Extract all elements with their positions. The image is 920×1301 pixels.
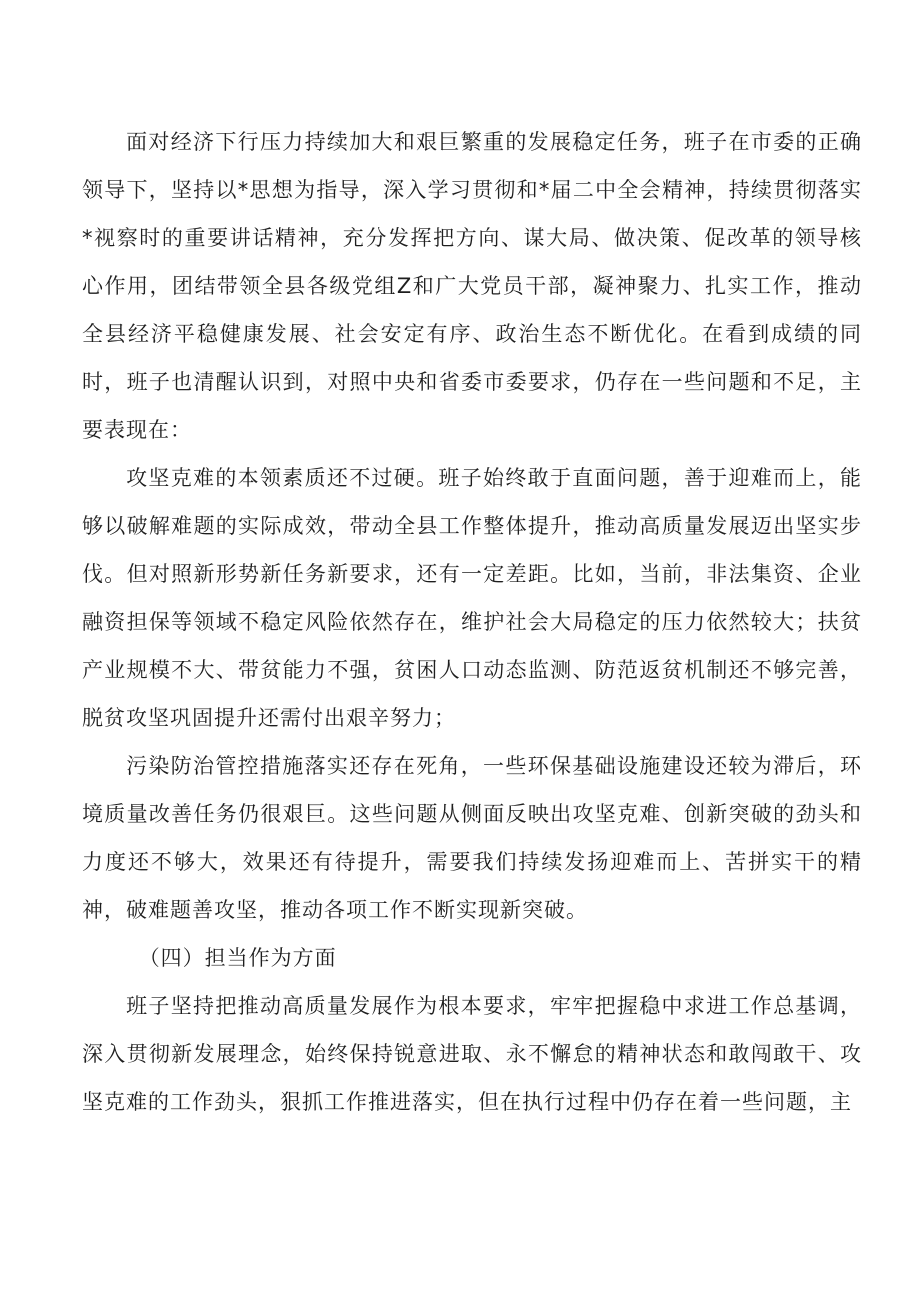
paragraph-tackling-difficulties: 攻坚克难的本领素质还不过硬。班子始终敢于直面问题，善于迎难而上，能够以破解难题的实际成效，带动全县工作整体提升，推动高质量发展迈出坚实步伐。但对照新形势新任务新要求，还有一定差距。比如，当前，非法集资、企业融资担保等领域不稳定风险依然存在，维护社会大局稳定的压力依然较大；扶贫产业规模不大、带贫能力不强，贫困人口动态监测、防范返贫机制还不够完善，脱贫攻坚巩固提升还需付出艰辛努力； [82, 466, 862, 730]
paragraph-pollution-control: 污染防治管控措施落实还存在死角，一些环保基础设施建设还较为滞后，环境质量改善任务仍很艰巨。这些问题从侧面反映出攻坚克难、创新突破的劲头和力度还不够大，效果还有待提升，需要我们持续发扬迎难而上、苦拼实干的精神，破难题善攻坚，推动各项工作不断实现新突破。 [82, 754, 862, 922]
section-heading-responsibility: （四）担当作为方面 [138, 946, 337, 970]
paragraph-responsibility: 班子坚持把推动高质量发展作为根本要求，牢牢把握稳中求进工作总基调，深入贯彻新发展理念，始终保持锐意进取、永不懈怠的精神状态和敢闯敢干、攻坚克难的工作劲头，狠抓工作推进落实，但在执行过程中仍存在着一些问题，主 [82, 994, 862, 1114]
document-body [82, 118, 862, 1126]
paragraph-intro: 面对经济下行压力持续加大和艰巨繁重的发展稳定任务，班子在市委的正确领导下，坚持以*思想为指导，深入学习贯彻和*届二中全会精神，持续贯彻落实*视察时的重要讲话精神，充分发挥把方向、谋大局、做决策、促改革的领导核心作用，团结带领全县各级党组Z和广大党员干部，凝神聚力、扎实工作，推动全县经济平稳健康发展、社会安定有序、政治生态不断优化。在看到成绩的同时，班子也清醒认识到，对照中央和省委市委要求，仍存在一些问题和不足，主要表现在： [82, 130, 862, 442]
